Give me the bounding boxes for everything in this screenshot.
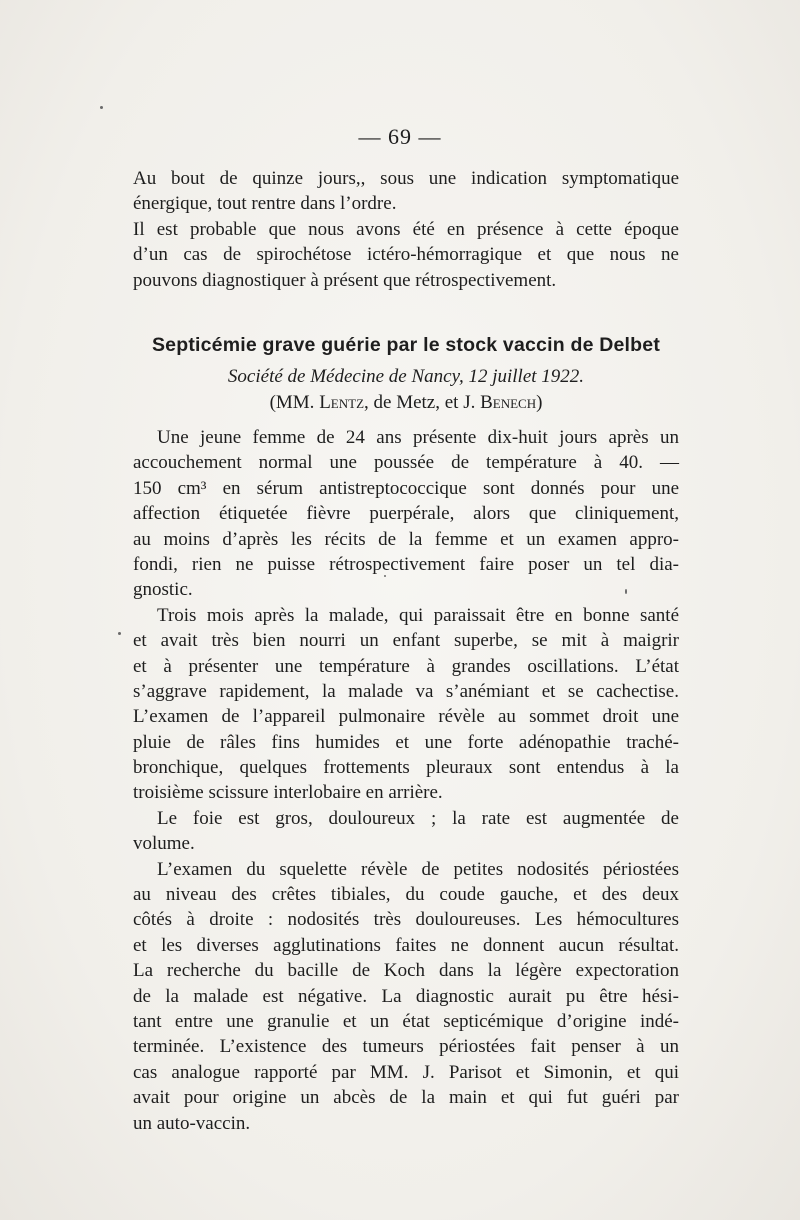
text-line: 150 cm³ en sérum antistreptococcique sont donnés pour une xyxy=(133,477,679,499)
text-line: tant entre une granulie et un état septicémique d’origine indé- xyxy=(133,1010,679,1032)
text-line: d’un cas de spirochétose ictéro-hémorragique et que nous ne xyxy=(133,244,679,266)
text-line: Trois mois après la malade, qui paraissait être en bonne santé xyxy=(157,604,679,626)
scan-speck xyxy=(384,575,386,577)
page-number: — 69 — xyxy=(358,124,442,149)
text-line: au moins d’après les récits de la femme et un examen appro- xyxy=(133,528,679,550)
scan-speck xyxy=(118,632,121,635)
text-line: gnostic. xyxy=(133,579,193,601)
text-line: terminée. L’existence des tumeurs périostées fait penser à un xyxy=(133,1036,679,1058)
case-report-body xyxy=(133,425,679,1136)
text-line: un auto-vaccin. xyxy=(133,1112,251,1134)
source-citation xyxy=(133,364,679,390)
text-line: L’examen de l’appareil pulmonaire révèle au sommet droit une xyxy=(133,706,679,728)
text-line: Il est probable que nous avons été en présence à cette époque xyxy=(133,218,679,240)
text-line: énergique, tout rentre dans l’ordre. xyxy=(133,193,397,215)
text-line: Le foie est gros, douloureux ; la rate est augmentée de xyxy=(157,807,679,829)
text-line: fondi, rien ne puisse rétrospectivement faire poser un tel dia- xyxy=(133,553,679,575)
text-line: et à présenter une température à grandes oscillations. L’état xyxy=(133,655,679,677)
text-line: bronchique, quelques frottements pleuraux sont entendus à la xyxy=(133,757,679,779)
author-name: Lentz xyxy=(319,392,365,413)
text-line: accouchement normal une poussée de température à 40. — xyxy=(133,452,679,474)
text-line: s’aggrave rapidement, la malade va s’anémiant et se cachectise. xyxy=(133,680,679,702)
text-line: cas analogue rapporté par MM. J. Parisot et Simonin, et qui xyxy=(133,1061,679,1083)
text-line: pluie de râles fins humides et une forte adénopathie traché- xyxy=(133,731,679,753)
text-line: pouvons diagnostiquer à présent que rétrospectivement. xyxy=(133,269,557,291)
text-line: côtés à droite : nodosités très douloureuses. Les hémocultures xyxy=(133,909,679,931)
text-line: et les diverses agglutinations faites ne donnent aucun résultat. xyxy=(133,934,679,956)
text-line: La recherche du bacille de Koch dans la légère expectoration xyxy=(133,960,679,982)
text-line: L’examen du squelette révèle de petites nodosités périostées xyxy=(157,858,679,880)
society-meeting: Société de Médecine de Nancy, 12 juillet 1922. xyxy=(227,366,585,387)
text-line: avait pour origine un abcès de la main et qui fut guéri par xyxy=(133,1087,679,1109)
authors-prefix: (MM. xyxy=(269,392,320,413)
text-line: de la malade est négative. La diagnostic aurait pu être hési- xyxy=(133,985,679,1007)
authors-suffix: ) xyxy=(536,392,543,413)
text-line: affection étiquetée fièvre puerpérale, alors que cliniquement, xyxy=(133,503,679,525)
scan-speck xyxy=(100,106,103,109)
text-line: volume. xyxy=(133,833,195,855)
text-line: troisième scissure interlobaire en arrière. xyxy=(133,782,443,804)
text-line: Au bout de quinze jours,, sous une indication symptomatique xyxy=(133,168,679,189)
author-name: Benech xyxy=(480,392,537,413)
text-line: et avait très bien nourri un enfant superbe, se mit à maigrir xyxy=(133,630,679,652)
text-line: Une jeune femme de 24 ans présente dix-huit jours après un xyxy=(157,427,679,448)
authors-line xyxy=(133,390,679,416)
scan-speck xyxy=(625,589,627,594)
section-heading: Septicémie grave guérie par le stock vaccin de Delbet xyxy=(151,334,661,356)
text-line: au niveau des crêtes tibiales, du coude gauche, et des deux xyxy=(133,884,679,906)
intro-paragraphs xyxy=(133,166,679,293)
authors-middle: , de Metz, et J. xyxy=(364,392,481,413)
